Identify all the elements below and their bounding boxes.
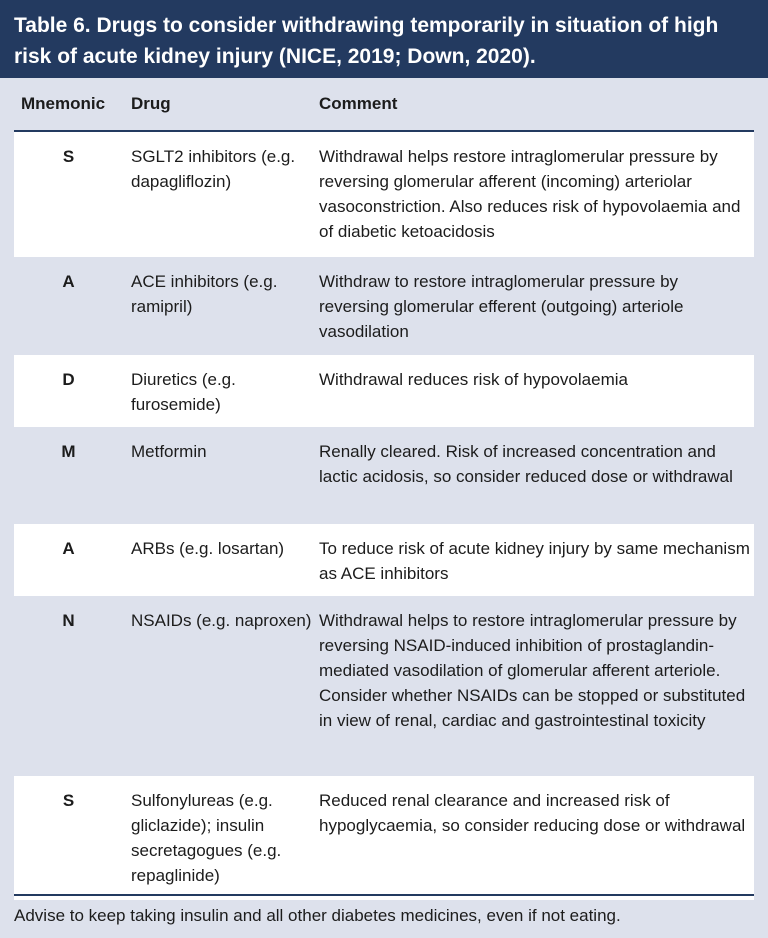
row-drug: Sulfonylureas (e.g. gliclazide); insulin secretagogues (e.g. repaglinide) xyxy=(131,791,282,885)
table-title: Table 6. Drugs to consider withdrawing temporarily in situation of high risk of acute kidney injury (NICE, 2019; Down, 2020). xyxy=(0,0,768,78)
row-mnemonic: A xyxy=(62,272,75,291)
row-mnemonic: M xyxy=(61,442,76,461)
header-drug: Drug xyxy=(124,78,319,131)
row-drug: SGLT2 inhibitors (e.g. dapagliflozin) xyxy=(131,147,296,191)
table-row xyxy=(14,257,754,355)
row-mnemonic: N xyxy=(62,611,75,630)
row-comment: Withdraw to restore intraglomerular pressure by reversing glomerular efferent (outgoing) arteriole vasodilation xyxy=(319,272,684,341)
row-drug: Metformin xyxy=(131,442,207,461)
header-mnemonic: Mnemonic xyxy=(14,78,124,131)
table-header-row xyxy=(14,78,754,131)
row-comment: Withdrawal helps to restore intraglomerular pressure by reversing NSAID-induced inhibition of prostaglandin-mediated vasodilation of glomerular afferent arteriole. Consider whether NSAIDs can be stopped or substituted in view of renal, cardiac and gastrointestinal toxicity xyxy=(319,611,746,730)
row-drug: Diuretics (e.g. furosemide) xyxy=(131,370,236,414)
row-comment: Renally cleared. Risk of increased concentration and lactic acidosis, so consider reduced dose or withdrawal xyxy=(319,442,733,486)
footer-divider xyxy=(14,894,754,896)
drugs-table xyxy=(14,78,754,900)
table-row xyxy=(14,776,754,900)
row-drug: NSAIDs (e.g. naproxen) xyxy=(131,611,312,630)
table-footnote: Advise to keep taking insulin and all other diabetes medicines, even if not eating. xyxy=(14,906,621,925)
row-comment: To reduce risk of acute kidney injury by same mechanism as ACE inhibitors xyxy=(319,539,750,583)
row-comment: Reduced renal clearance and increased risk of hypoglycaemia, so consider reducing dose or withdrawal xyxy=(319,791,746,835)
row-mnemonic: A xyxy=(62,539,75,558)
row-comment: Withdrawal helps restore intraglomerular pressure by reversing glomerular afferent (incoming) arteriolar vasoconstriction. Also reduces risk of hypovolaemia and of diabetic ketoacidosis xyxy=(319,147,741,241)
table-row xyxy=(14,596,754,776)
row-mnemonic: S xyxy=(62,791,75,810)
header-comment: Comment xyxy=(319,78,754,131)
row-drug: ARBs (e.g. losartan) xyxy=(131,539,285,558)
row-comment: Withdrawal reduces risk of hypovolaemia xyxy=(319,370,628,389)
table-row xyxy=(14,524,754,596)
row-mnemonic: D xyxy=(62,370,75,389)
table-row xyxy=(14,427,754,524)
row-mnemonic: S xyxy=(62,147,75,166)
table-row xyxy=(14,355,754,427)
table-row xyxy=(14,131,754,257)
row-drug: ACE inhibitors (e.g. ramipril) xyxy=(131,272,278,316)
